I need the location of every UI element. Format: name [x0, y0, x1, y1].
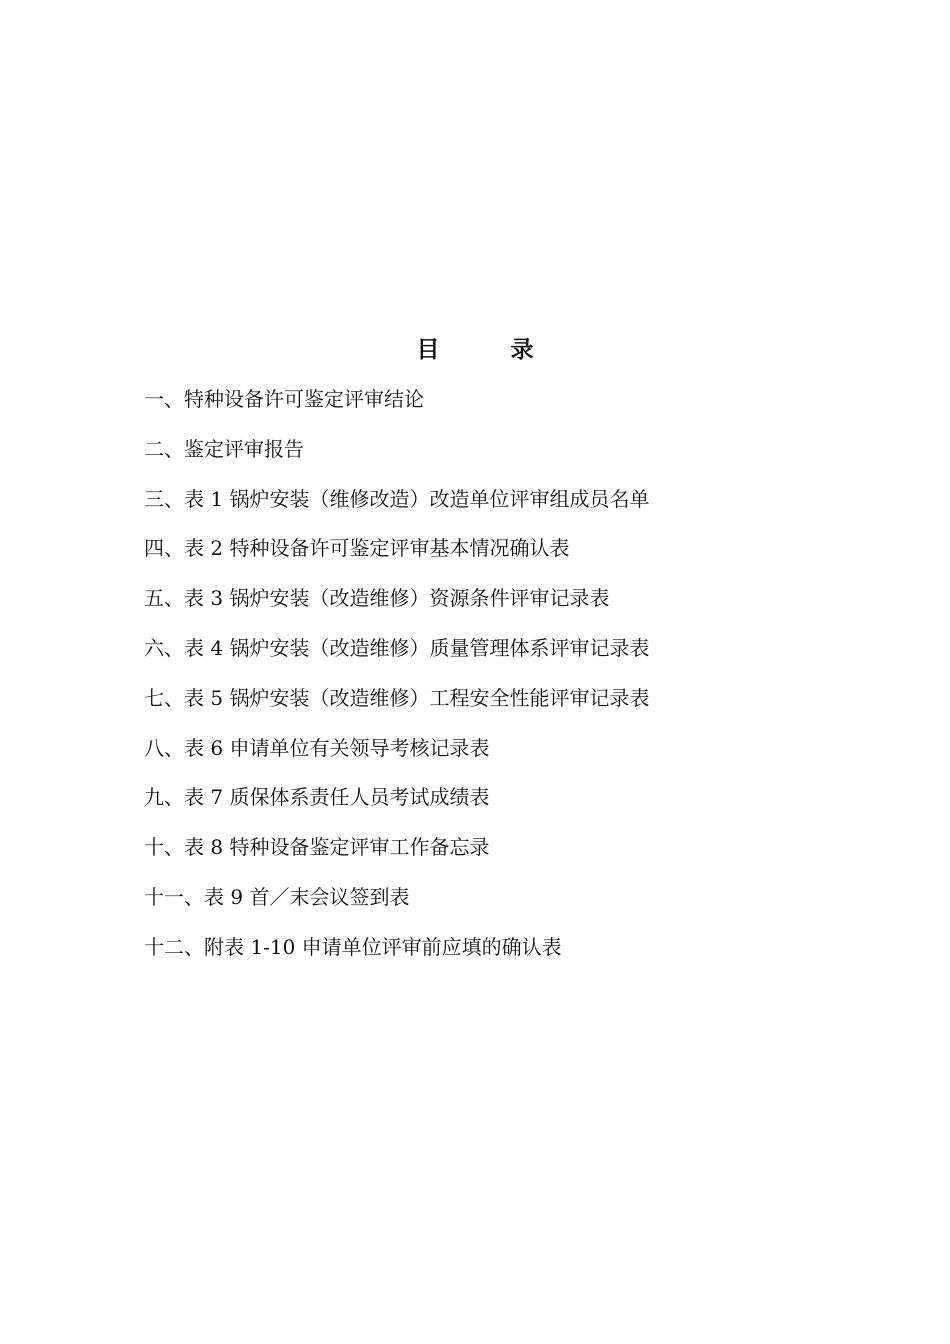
- toc-item-5: 五、表 3 锅炉安装（改造维修）资源条件评审记录表: [144, 586, 610, 611]
- toc-item-1: 一、特种设备许可鉴定评审结论: [144, 387, 424, 411]
- toc-item-4: 四、表 2 特种设备许可鉴定评审基本情况确认表: [144, 536, 570, 561]
- toc-item-12: 十二、附表 1-10 申请单位评审前应填的确认表: [144, 934, 562, 959]
- toc-item-10: 十、表 8 特种设备鉴定评审工作备忘录: [144, 835, 490, 860]
- toc-item-3: 三、表 1 锅炉安装（维修改造）改造单位评审组成员名单: [144, 486, 650, 511]
- toc-item-9: 九、表 7 质保体系责任人员考试成绩表: [144, 785, 490, 810]
- toc-title: 目 录: [416, 337, 558, 363]
- toc-item-7: 七、表 5 锅炉安装（改造维修）工程安全性能评审记录表: [144, 685, 650, 710]
- toc-item-2: 二、鉴定评审报告: [144, 436, 304, 461]
- toc-item-11: 十一、表 9 首／末会议签到表: [144, 884, 410, 909]
- toc-item-6: 六、表 4 锅炉安装（改造维修）质量管理体系评审记录表: [144, 635, 650, 660]
- toc-list: [144, 384, 649, 982]
- toc-item-8: 八、表 6 申请单位有关领导考核记录表: [144, 735, 490, 760]
